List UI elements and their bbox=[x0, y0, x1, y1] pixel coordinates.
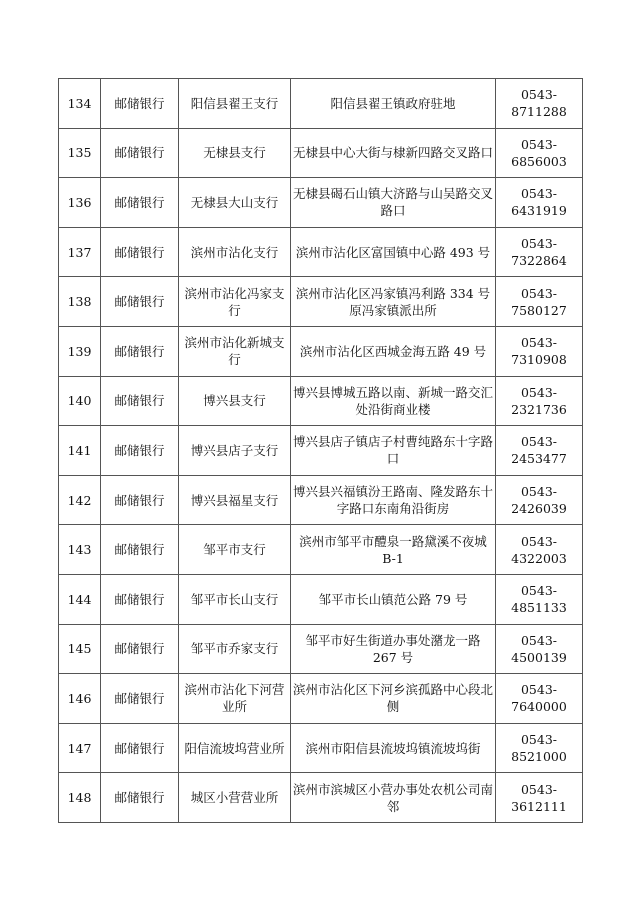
row-number: 144 bbox=[59, 574, 101, 624]
branch-name: 博兴县福星支行 bbox=[179, 475, 291, 525]
branch-phone: 0543-4322003 bbox=[496, 525, 583, 575]
branch-name: 阳信县翟王支行 bbox=[179, 79, 291, 129]
bank-name: 邮储银行 bbox=[101, 574, 179, 624]
branch-name: 邹平市长山支行 bbox=[179, 574, 291, 624]
row-number: 141 bbox=[59, 426, 101, 476]
row-number: 143 bbox=[59, 525, 101, 575]
branch-address: 滨州市邹平市醴泉一路黛溪不夜城 B-1 bbox=[291, 525, 496, 575]
branch-table bbox=[58, 78, 583, 823]
branch-name: 无棣县支行 bbox=[179, 128, 291, 178]
row-number: 146 bbox=[59, 674, 101, 724]
table-row bbox=[59, 178, 583, 228]
table-row bbox=[59, 376, 583, 426]
branch-phone: 0543-8711288 bbox=[496, 79, 583, 129]
bank-name: 邮储银行 bbox=[101, 79, 179, 129]
branch-phone: 0543-4851133 bbox=[496, 574, 583, 624]
table-row bbox=[59, 574, 583, 624]
bank-name: 邮储银行 bbox=[101, 227, 179, 277]
branch-name: 博兴县支行 bbox=[179, 376, 291, 426]
table-row bbox=[59, 624, 583, 674]
branch-phone: 0543-2426039 bbox=[496, 475, 583, 525]
branch-phone: 0543-2453477 bbox=[496, 426, 583, 476]
table-row bbox=[59, 79, 583, 129]
branch-name: 阳信流坡坞营业所 bbox=[179, 723, 291, 773]
table-row bbox=[59, 723, 583, 773]
branch-name: 无棣县大山支行 bbox=[179, 178, 291, 228]
branch-address: 博兴县兴福镇汾王路南、隆发路东十字路口东南角沿街房 bbox=[291, 475, 496, 525]
branch-phone: 0543-8521000 bbox=[496, 723, 583, 773]
branch-name: 城区小营营业所 bbox=[179, 773, 291, 823]
table-row bbox=[59, 674, 583, 724]
branch-phone: 0543-7580127 bbox=[496, 277, 583, 327]
branch-phone: 0543-6431919 bbox=[496, 178, 583, 228]
row-number: 138 bbox=[59, 277, 101, 327]
branch-name: 邹平市乔家支行 bbox=[179, 624, 291, 674]
branch-address: 无棣县中心大街与棣新四路交叉路口 bbox=[291, 128, 496, 178]
branch-address: 博兴县博城五路以南、新城一路交汇处沿街商业楼 bbox=[291, 376, 496, 426]
row-number: 147 bbox=[59, 723, 101, 773]
row-number: 145 bbox=[59, 624, 101, 674]
branch-phone: 0543-6856003 bbox=[496, 128, 583, 178]
branch-name: 博兴县店子支行 bbox=[179, 426, 291, 476]
table-row bbox=[59, 475, 583, 525]
branch-name: 滨州市沾化下河营业所 bbox=[179, 674, 291, 724]
bank-name: 邮储银行 bbox=[101, 326, 179, 376]
row-number: 148 bbox=[59, 773, 101, 823]
bank-name: 邮储银行 bbox=[101, 475, 179, 525]
table-row bbox=[59, 227, 583, 277]
branch-name: 滨州市沾化新城支行 bbox=[179, 326, 291, 376]
branch-name: 滨州市沾化支行 bbox=[179, 227, 291, 277]
bank-name: 邮储银行 bbox=[101, 674, 179, 724]
branch-address: 滨州市滨城区小营办事处农机公司南邻 bbox=[291, 773, 496, 823]
table-row bbox=[59, 277, 583, 327]
branch-phone: 0543-2321736 bbox=[496, 376, 583, 426]
row-number: 140 bbox=[59, 376, 101, 426]
row-number: 134 bbox=[59, 79, 101, 129]
row-number: 139 bbox=[59, 326, 101, 376]
bank-name: 邮储银行 bbox=[101, 178, 179, 228]
branch-phone: 0543-7310908 bbox=[496, 326, 583, 376]
table-row bbox=[59, 426, 583, 476]
bank-name: 邮储银行 bbox=[101, 773, 179, 823]
branch-table-body bbox=[59, 79, 583, 823]
branch-address: 无棣县碣石山镇大济路与山吴路交叉路口 bbox=[291, 178, 496, 228]
bank-name: 邮储银行 bbox=[101, 525, 179, 575]
row-number: 136 bbox=[59, 178, 101, 228]
branch-name: 邹平市支行 bbox=[179, 525, 291, 575]
table-row bbox=[59, 525, 583, 575]
branch-address: 博兴县店子镇店子村曹纯路东十字路口 bbox=[291, 426, 496, 476]
branch-address: 滨州市沾化区富国镇中心路 493 号 bbox=[291, 227, 496, 277]
table-row bbox=[59, 128, 583, 178]
table-row bbox=[59, 773, 583, 823]
branch-address: 滨州市沾化区下河乡滨孤路中心段北侧 bbox=[291, 674, 496, 724]
branch-address: 邹平市长山镇范公路 79 号 bbox=[291, 574, 496, 624]
branch-address: 阳信县翟王镇政府驻地 bbox=[291, 79, 496, 129]
branch-address: 滨州市沾化区西城金海五路 49 号 bbox=[291, 326, 496, 376]
bank-name: 邮储银行 bbox=[101, 426, 179, 476]
bank-name: 邮储银行 bbox=[101, 128, 179, 178]
branch-phone: 0543-4500139 bbox=[496, 624, 583, 674]
branch-phone: 0543-7640000 bbox=[496, 674, 583, 724]
row-number: 135 bbox=[59, 128, 101, 178]
branch-phone: 0543-7322864 bbox=[496, 227, 583, 277]
bank-name: 邮储银行 bbox=[101, 624, 179, 674]
row-number: 137 bbox=[59, 227, 101, 277]
table-row bbox=[59, 326, 583, 376]
bank-name: 邮储银行 bbox=[101, 376, 179, 426]
bank-name: 邮储银行 bbox=[101, 277, 179, 327]
branch-phone: 0543-3612111 bbox=[496, 773, 583, 823]
branch-address: 滨州市沾化区冯家镇冯利路 334 号原冯家镇派出所 bbox=[291, 277, 496, 327]
row-number: 142 bbox=[59, 475, 101, 525]
branch-address: 滨州市阳信县流坡坞镇流坡坞街 bbox=[291, 723, 496, 773]
bank-name: 邮储银行 bbox=[101, 723, 179, 773]
branch-name: 滨州市沾化冯家支行 bbox=[179, 277, 291, 327]
branch-address: 邹平市好生街道办事处潴龙一路 267 号 bbox=[291, 624, 496, 674]
